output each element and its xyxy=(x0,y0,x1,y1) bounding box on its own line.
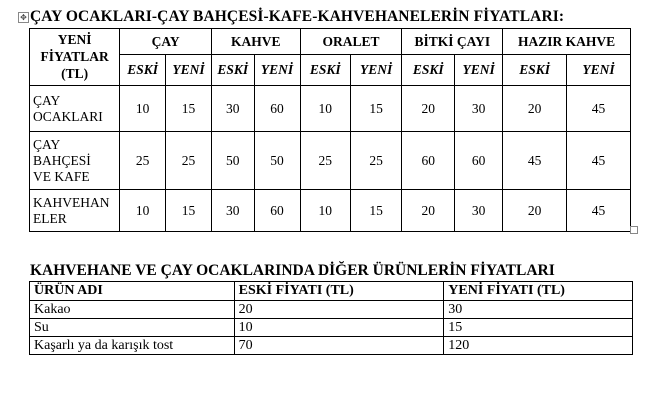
price-cell: 60 xyxy=(254,190,300,232)
new-price-cell: 15 xyxy=(444,319,633,337)
corner-line: FİYATLAR xyxy=(40,49,109,64)
old-price-cell: 70 xyxy=(234,337,444,355)
group-header-oralet: ORALET xyxy=(300,29,402,55)
table-subheader-row xyxy=(30,55,631,86)
table-row xyxy=(30,132,631,190)
row-label-line: ÇAY xyxy=(33,92,61,108)
price-cell: 20 xyxy=(503,190,567,232)
table-row xyxy=(30,190,631,232)
row-label-line: KAHVEHAN xyxy=(33,194,110,210)
price-cell: 45 xyxy=(567,190,631,232)
section-title: KAHVEHANE VE ÇAY OCAKLARINDA DİĞER ÜRÜNLERİN FİYATLARI xyxy=(30,262,555,279)
table-row xyxy=(30,319,633,337)
table-resize-handle[interactable] xyxy=(630,226,638,234)
price-cell: 60 xyxy=(254,86,300,132)
row-label xyxy=(30,86,120,132)
price-cell: 10 xyxy=(300,86,350,132)
price-cell: 15 xyxy=(350,86,402,132)
product-name-cell: Kakao xyxy=(30,301,235,319)
price-cell: 50 xyxy=(254,132,300,190)
price-cell: 30 xyxy=(455,86,503,132)
price-cell: 60 xyxy=(455,132,503,190)
table-move-handle-icon[interactable]: ✥ xyxy=(18,12,29,23)
corner-header xyxy=(30,29,120,86)
header-new-price: YENİ FİYATI (TL) xyxy=(444,282,633,301)
table-row xyxy=(30,337,633,355)
group-header-bitki-cayi: BİTKİ ÇAYI xyxy=(402,29,503,55)
price-cell: 25 xyxy=(300,132,350,190)
page-title: ÇAY OCAKLARI-ÇAY BAHÇESİ-KAFE-KAHVEHANELERİN FİYATLARI: xyxy=(30,8,565,25)
row-label xyxy=(30,132,120,190)
header-product-name: ÜRÜN ADI xyxy=(30,282,235,301)
tea-house-price-table xyxy=(29,28,631,232)
new-price-cell: 30 xyxy=(444,301,633,319)
price-cell: 30 xyxy=(455,190,503,232)
product-name-cell: Su xyxy=(30,319,235,337)
price-cell: 20 xyxy=(402,190,455,232)
group-header-cay: ÇAY xyxy=(120,29,212,55)
price-cell: 45 xyxy=(567,132,631,190)
row-label-line: ELER xyxy=(33,210,67,226)
corner-line: (TL) xyxy=(61,66,89,81)
sub-header-yeni: YENİ xyxy=(166,55,212,86)
table-row xyxy=(30,86,631,132)
price-cell: 45 xyxy=(503,132,567,190)
price-cell: 60 xyxy=(402,132,455,190)
price-cell: 30 xyxy=(212,190,255,232)
old-price-cell: 10 xyxy=(234,319,444,337)
price-cell: 30 xyxy=(212,86,255,132)
price-cell: 45 xyxy=(567,86,631,132)
row-label-line: BAHÇESİ xyxy=(33,152,91,168)
sub-header-eski: ESKİ xyxy=(300,55,350,86)
price-cell: 25 xyxy=(350,132,402,190)
price-cell: 15 xyxy=(166,86,212,132)
sub-header-yeni: YENİ xyxy=(254,55,300,86)
sub-header-eski: ESKİ xyxy=(212,55,255,86)
row-label-line: OCAKLARI xyxy=(33,108,103,124)
price-cell: 50 xyxy=(212,132,255,190)
row-label-line: VE KAFE xyxy=(33,168,90,184)
table-header-row xyxy=(30,282,633,301)
old-price-cell: 20 xyxy=(234,301,444,319)
header-old-price: ESKİ FİYATI (TL) xyxy=(234,282,444,301)
price-cell: 15 xyxy=(350,190,402,232)
price-cell: 20 xyxy=(503,86,567,132)
row-label xyxy=(30,190,120,232)
sub-header-yeni: YENİ xyxy=(567,55,631,86)
price-cell: 25 xyxy=(120,132,166,190)
group-header-hazir-kahve: HAZIR KAHVE xyxy=(503,29,631,55)
sub-header-eski: ESKİ xyxy=(503,55,567,86)
sub-header-eski: ESKİ xyxy=(402,55,455,86)
price-cell: 15 xyxy=(166,190,212,232)
sub-header-eski: ESKİ xyxy=(120,55,166,86)
other-products-price-table xyxy=(29,281,633,355)
sub-header-yeni: YENİ xyxy=(455,55,503,86)
price-cell: 20 xyxy=(402,86,455,132)
price-cell: 10 xyxy=(120,86,166,132)
row-label-line: ÇAY xyxy=(33,136,61,152)
product-name-cell: Kaşarlı ya da karışık tost xyxy=(30,337,235,355)
sub-header-yeni: YENİ xyxy=(350,55,402,86)
price-cell: 10 xyxy=(300,190,350,232)
new-price-cell: 120 xyxy=(444,337,633,355)
corner-line: YENİ xyxy=(57,32,92,47)
table-row xyxy=(30,301,633,319)
table-header-row xyxy=(30,29,631,55)
group-header-kahve: KAHVE xyxy=(212,29,300,55)
price-cell: 25 xyxy=(166,132,212,190)
price-cell: 10 xyxy=(120,190,166,232)
